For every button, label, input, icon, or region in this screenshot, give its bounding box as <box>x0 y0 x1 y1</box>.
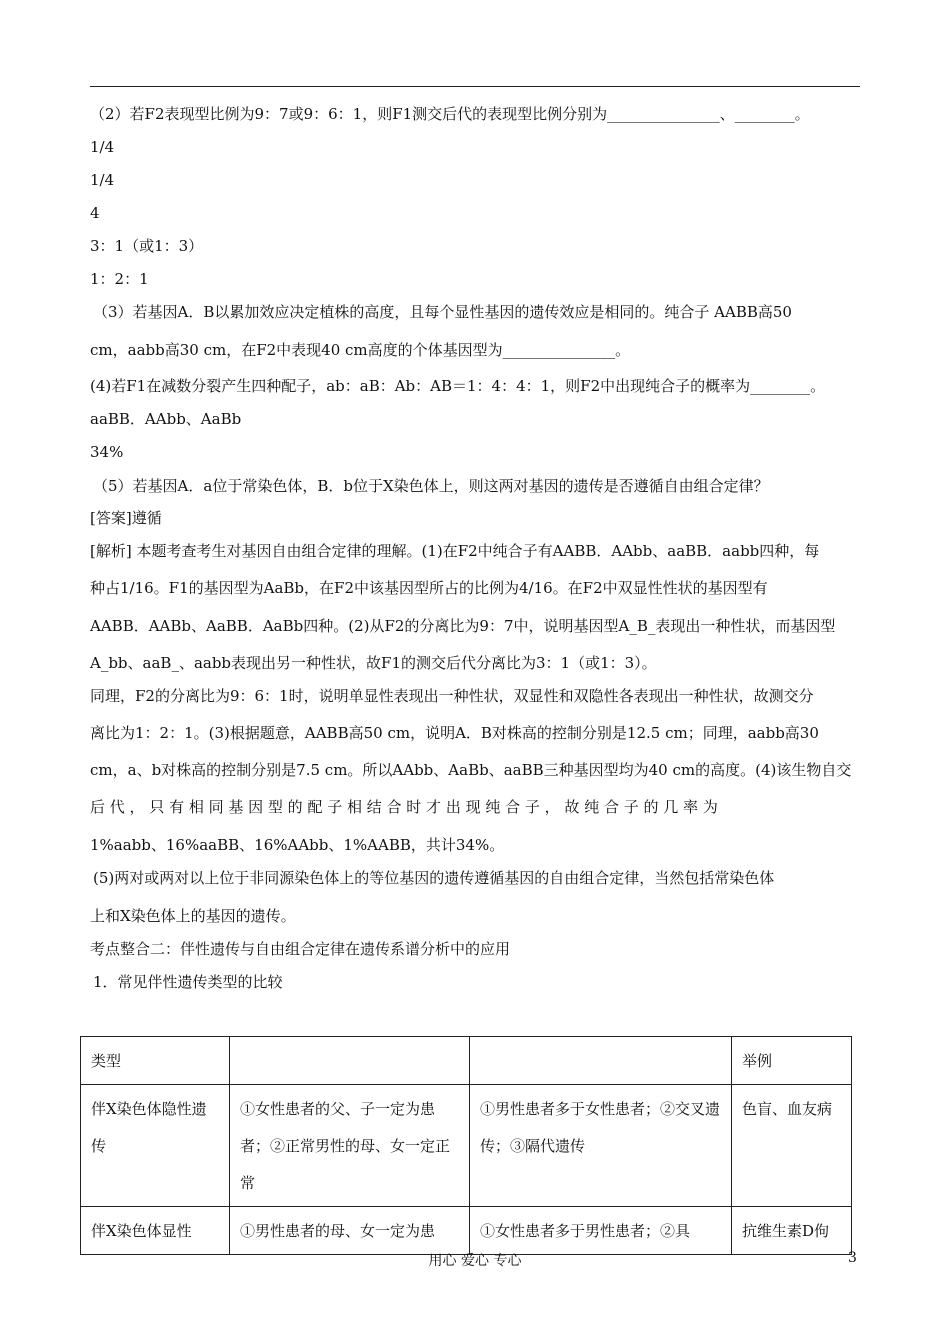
explanation-line: AABB．AABb、AaBB．AaBb四种。(2)从F2的分离比为9：7中，说明基因型A_B_表现出一种性状，而基因型 <box>90 617 836 635</box>
table-header-cell <box>470 1037 732 1085</box>
table-header-row <box>81 1037 852 1085</box>
explanation-line: (5)两对或两对以上位于非同源染色体上的等位基因的遗传遵循基因的自由组合定律，当然包括常染色体 <box>93 869 775 887</box>
table-cell: 伴X染色体显性 <box>81 1207 230 1255</box>
explanation-line: 后 代 ， 只 有 相 同 基 因 型 的 配 子 相 结 合 时 才 出 现 纯 合 子 ， 故 纯 合 子 的 几 率 为 <box>90 798 718 816</box>
table-cell: ①女性患者多于男性患者；②具 <box>470 1207 732 1255</box>
answer-line: 34% <box>90 443 124 461</box>
answer-line: 1/4 <box>90 171 115 189</box>
table-row <box>81 1085 852 1207</box>
question-4: (4)若F1在减数分裂产生四种配子，ab：aB：Ab：AB＝1：4：4：1，则F2中出现纯合子的概率为________。 <box>90 377 826 395</box>
section-heading: 考点整合二：伴性遗传与自由组合定律在遗传系谱分析中的应用 <box>90 940 511 958</box>
explanation-line: 上和X染色体上的基因的遗传。 <box>90 907 296 925</box>
answer-line: 3：1（或1：3） <box>90 237 204 255</box>
table-cell: ①男性患者多于女性患者；②交叉遗传；③隔代遗传 <box>470 1085 732 1207</box>
page-number: 3 <box>848 1250 857 1266</box>
answer-line: 1/4 <box>90 138 115 156</box>
question-3: （3）若基因A．B以累加效应决定植株的高度，且每个显性基因的遗传效应是相同的。纯合子 AABB高50 <box>93 303 792 321</box>
table-cell: ①男性患者的母、女一定为患 <box>230 1207 470 1255</box>
table-cell: 抗维生素D佝 <box>732 1207 852 1255</box>
table-header-cell: 类型 <box>81 1037 230 1085</box>
table-row <box>81 1207 852 1255</box>
explanation-line: [解析] 本题考查考生对基因自由组合定律的理解。(1)在F2中纯合子有AABB．AAbb、aaBB．aabb四种，每 <box>90 542 820 560</box>
table-cell: 色盲、血友病 <box>732 1085 852 1207</box>
answer-line: aaBB．AAbb、AaBb <box>90 410 242 428</box>
header-rule <box>90 86 860 87</box>
table-cell: 伴X染色体隐性遗传 <box>81 1085 230 1207</box>
table-header-cell <box>230 1037 470 1085</box>
question-3-cont: cm，aabb高30 cm，在F2中表现40 cm高度的个体基因型为_______________。 <box>90 341 631 359</box>
comparison-table <box>80 1036 852 1255</box>
explanation-line: 离比为1：2：1。(3)根据题意，AABB高50 cm，说明A．B对株高的控制分别是12.5 cm；同理，aabb高30 <box>90 724 819 742</box>
explanation-line: 种占1/16。F1的基因型为AaBb，在F2中该基因型所占的比例为4/16。在F2中双显性性状的基因型有 <box>90 579 768 597</box>
question-2: （2）若F2表现型比例为9：7或9：6：1，则F1测交后代的表现型比例分别为_______________、________。 <box>90 105 810 123</box>
question-5: （5）若基因A．a位于常染色体，B．b位于X染色体上，则这两对基因的遗传是否遵循自由组合定律？ <box>93 477 769 495</box>
subsection-heading: 1．常见伴性遗传类型的比较 <box>93 973 283 991</box>
answer-label: [答案]遵循 <box>90 509 162 527</box>
page-footer: 用心 爱心 专心 <box>428 1253 522 1269</box>
explanation-line: A_bb、aaB_、aabb表现出另一种性状，故F1的测交后代分离比为3：1（或1：3）。 <box>90 654 657 672</box>
explanation-line: cm，a、b对株高的控制分别是7.5 cm。所以AAbb、AaBb、aaBB三种基因型均为40 cm的高度。(4)该生物自交 <box>90 761 852 779</box>
explanation-line: 同理，F2的分离比为9：6：1时，说明单显性表现出一种性状，双显性和双隐性各表现出一种性状，故测交分 <box>90 687 814 705</box>
table-cell: ①女性患者的父、子一定为患者；②正常男性的母、女一定正常 <box>230 1085 470 1207</box>
table-header-cell: 举例 <box>732 1037 852 1085</box>
answer-line: 1：2：1 <box>90 270 149 288</box>
explanation-line: 1%aabb、16%aaBB、16%AAbb、1%AABB，共计34%。 <box>90 836 505 854</box>
answer-line: 4 <box>90 204 100 222</box>
